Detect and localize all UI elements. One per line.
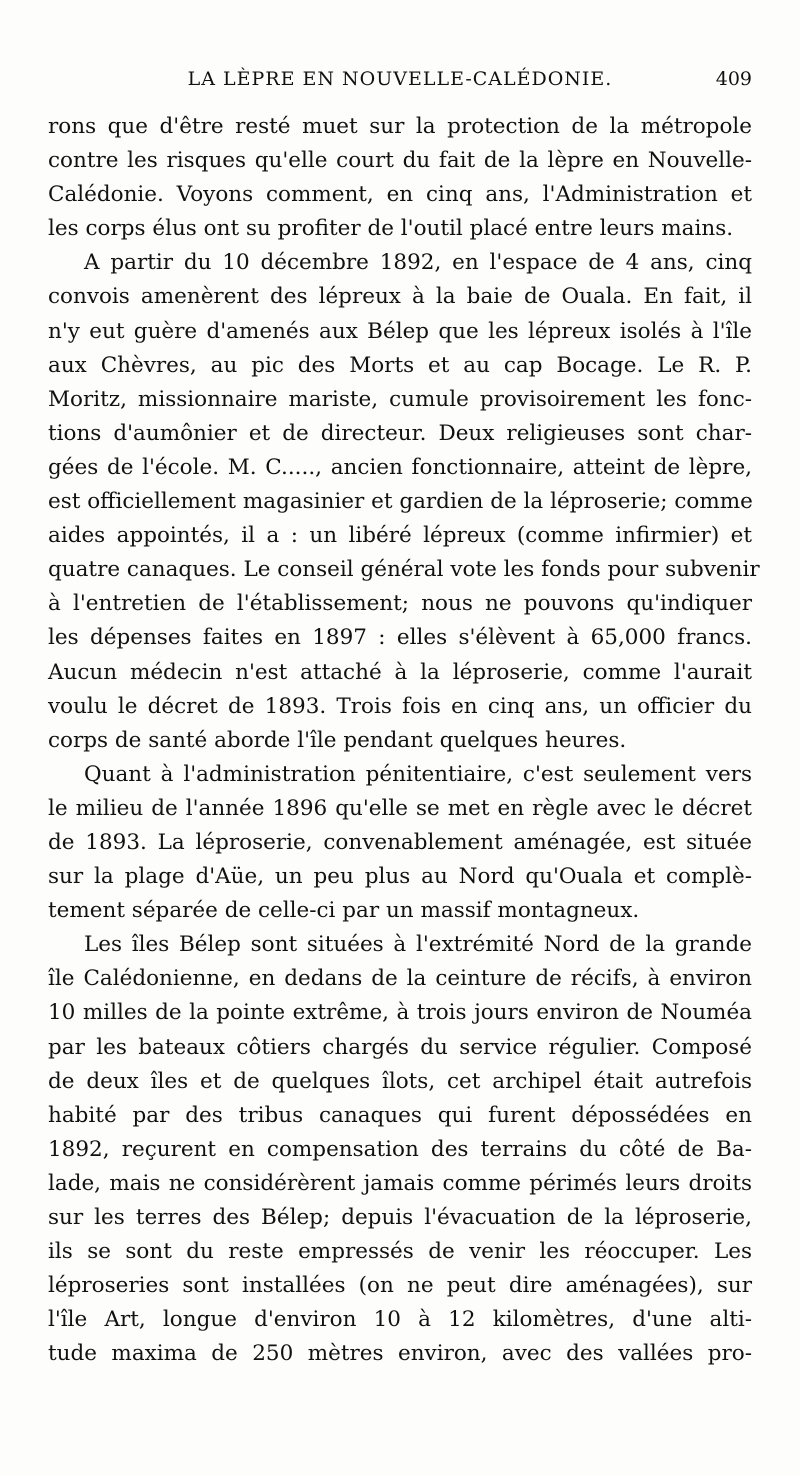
text-line: Aucun médecin n'est attaché à la léproserie, comme l'aurait bbox=[48, 659, 752, 685]
text-line: léproseries sont installées (on ne peut dire aménagées), sur bbox=[48, 1273, 752, 1299]
text-line: gées de l'école. M. C....., ancien fonctionnaire, atteint de lèpre, bbox=[48, 454, 752, 480]
text-line: aux Chèvres, au pic des Morts et au cap Bocage. Le R. P. bbox=[48, 352, 752, 378]
text-line: de deux îles et de quelques îlots, cet archipel était autrefois bbox=[48, 1068, 752, 1094]
running-title: LA LÈPRE EN NOUVELLE-CALÉDONIE. bbox=[187, 68, 613, 90]
text-line: ils se sont du reste empressés de venir les réoccuper. Les bbox=[48, 1239, 752, 1265]
text-line: l'île Art, longue d'environ 10 à 12 kilomètres, d'une alti- bbox=[48, 1307, 752, 1333]
page-number: 409 bbox=[715, 68, 752, 90]
text-line: aides appointés, il a : un libéré lépreux (comme infirmier) et bbox=[48, 523, 752, 549]
page-header bbox=[48, 68, 752, 98]
text-line: sur les terres des Bélep; depuis l'évacuation de la léproserie, bbox=[48, 1205, 752, 1230]
text-line: rons que d'être resté muet sur la protection de la métropole bbox=[48, 114, 752, 139]
text-line: le milieu de l'année 1896 qu'elle se met en règle avec le décret bbox=[48, 795, 752, 821]
text-line: les dépenses faites en 1897 : elles s'élèvent à 65,000 francs. bbox=[48, 625, 752, 651]
text-line: Calédonie. Voyons comment, en cinq ans, l'Administration et bbox=[48, 182, 752, 208]
text-line: tions d'aumônier et de directeur. Deux religieuses sont char- bbox=[48, 420, 752, 446]
text-line: habité par des tribus canaques qui furent dépossédées en bbox=[48, 1102, 752, 1128]
text-line: à l'entretien de l'établissement; nous ne pouvons qu'indiquer bbox=[48, 591, 752, 617]
text-line: quatre canaques. Le conseil général vote les fonds pour subvenir bbox=[48, 557, 760, 583]
text-line: sur la plage d'Aüe, un peu plus au Nord qu'Ouala et complè- bbox=[48, 864, 752, 890]
text-line: voulu le décret de 1893. Trois fois en cinq ans, un officier du bbox=[48, 693, 752, 719]
text-line: par les bateaux côtiers chargés du service régulier. Composé bbox=[48, 1034, 752, 1060]
text-line: 10 milles de la pointe extrême, à trois jours environ de Nouméa bbox=[48, 1000, 752, 1026]
text-line: les corps élus ont su profiter de l'outil placé entre leurs mains. bbox=[48, 216, 734, 242]
text-line: tement séparée de celle-ci par un massif montagneux. bbox=[48, 898, 640, 924]
text-line: île Calédonienne, en dedans de la ceinture de récifs, à environ bbox=[48, 966, 752, 992]
text-line: corps de santé aborde l'île pendant quelques heures. bbox=[48, 727, 627, 753]
text-line: lade, mais ne considérèrent jamais comme périmés leurs droits bbox=[48, 1170, 752, 1196]
text-line: de 1893. La léproserie, convenablement aménagée, est située bbox=[48, 829, 752, 855]
text-line: n'y eut guère d'amenés aux Bélep que les lépreux isolés à l'île bbox=[48, 318, 752, 344]
text-line: 1892, reçurent en compensation des terrains du côté de Ba- bbox=[48, 1136, 752, 1162]
text-line: Moritz, missionnaire mariste, cumule provisoirement les fonc- bbox=[48, 386, 752, 412]
text-line: contre les risques qu'elle court du fait de la lèpre en Nouvelle- bbox=[48, 148, 752, 174]
text-line: est officiellement magasinier et gardien de la léproserie; comme bbox=[48, 489, 753, 515]
text-line: convois amenèrent des lépreux à la baie de Ouala. En fait, il bbox=[48, 284, 752, 310]
text-line: tude maxima de 250 mètres environ, avec des vallées pro- bbox=[48, 1341, 752, 1367]
text-line: Les îles Bélep sont situées à l'extrémité Nord de la grande bbox=[84, 932, 752, 958]
text-line: Quant à l'administration pénitentiaire, c'est seulement vers bbox=[84, 761, 752, 787]
body-text bbox=[48, 110, 760, 1371]
text-line: A partir du 10 décembre 1892, en l'espace de 4 ans, cinq bbox=[84, 250, 752, 276]
